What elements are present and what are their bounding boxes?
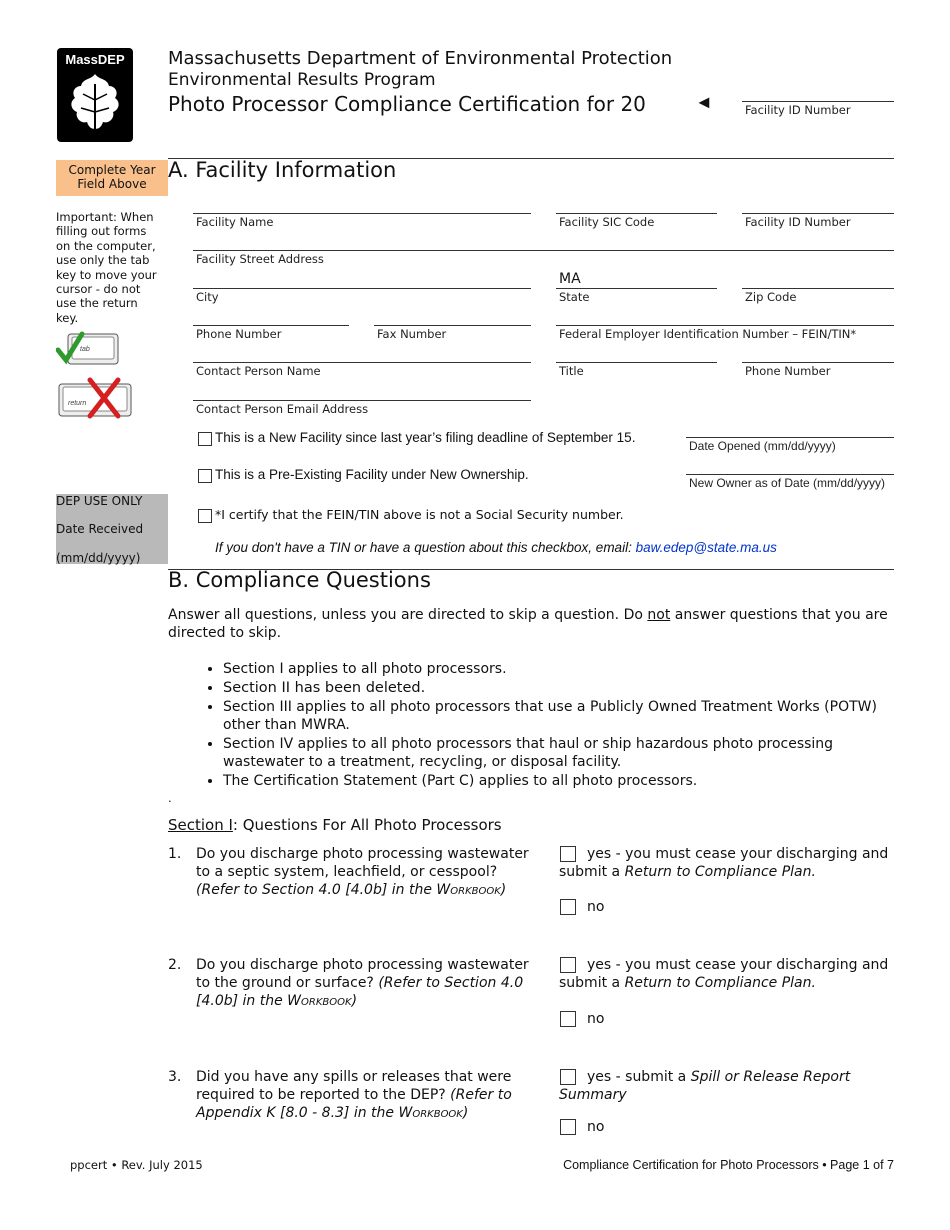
zip-field[interactable] — [742, 288, 894, 289]
question-1-ref: (Refer to Section 4.0 [4.0b] in the Workbook) — [196, 882, 507, 898]
logo-text: MassDEP — [65, 52, 125, 67]
header-facility-id-label: Facility ID Number — [745, 103, 851, 117]
question-1-no-label: no — [587, 899, 605, 915]
new-facility-checkbox[interactable] — [198, 432, 212, 446]
list-item: • Section II has been deleted. — [223, 679, 880, 697]
question-2-yes-label: yes - you must cease your discharging and submit a Return to Compliance Plan. — [559, 957, 889, 991]
section-b-title: B. Compliance Questions — [168, 568, 431, 592]
date-received-label: Date Received — [56, 522, 144, 536]
intro-text-b: answer questions that you are directed to skip. — [168, 607, 888, 641]
fax-field[interactable] — [374, 325, 531, 326]
question-1-number: 1. — [168, 846, 182, 862]
phone-label: Phone Number — [196, 327, 282, 341]
question-3-no-label: no — [587, 1119, 605, 1135]
question-3-text — [196, 1068, 536, 1122]
list-item: • Section I applies to all photo processors. — [223, 660, 880, 678]
facility-name-field[interactable] — [193, 213, 531, 214]
contact-phone-label: Phone Number — [745, 364, 831, 378]
question-1-text — [196, 845, 536, 899]
street-field[interactable] — [193, 250, 894, 251]
important-note: Important: When filling out forms on the computer, use only the tab key to move your cursor - do not use the return key. — [56, 210, 157, 325]
question-2-text — [196, 956, 536, 1010]
list-item: • Section III applies to all photo processors that use a Publicly Owned Treatment Works (POTW) other than MWRA. — [223, 698, 880, 734]
return-key-graphic — [56, 376, 136, 422]
oak-leaf-icon — [65, 70, 125, 138]
question-2-body: Do you discharge photo processing wastewater to the ground or surface? — [196, 957, 529, 991]
program-name: Environmental Results Program — [168, 70, 436, 90]
contact-email-label: Contact Person Email Address — [196, 402, 369, 416]
question-2-no-label: no — [587, 1011, 605, 1027]
fein-field[interactable] — [556, 325, 894, 326]
new-owner-date-field[interactable] — [686, 474, 894, 475]
intro-text-a: Answer all questions, unless you are directed to skip a question. Do — [168, 607, 643, 623]
list-item: • Section IV applies to all photo processors that haul or ship hazardous photo processing wastewater to a treatment, recycling, or disposal facility. — [223, 735, 880, 771]
certify-fein-checkbox[interactable] — [198, 509, 212, 523]
contact-phone-field[interactable] — [742, 362, 894, 363]
footer-left: ppcert • Rev. July 2015 — [70, 1158, 203, 1172]
question-3-ref: (Refer to Appendix K [8.0 - 8.3] in the Workbook) — [196, 1087, 512, 1121]
sic-code-label: Facility SIC Code — [559, 215, 655, 229]
question-1-no-checkbox[interactable] — [560, 899, 576, 915]
date-opened-field[interactable] — [686, 437, 894, 438]
street-label: Facility Street Address — [196, 252, 324, 266]
title-label: Title — [559, 364, 584, 378]
return-key-icon — [56, 376, 136, 422]
contact-name-field[interactable] — [193, 362, 531, 363]
intro-not: not — [647, 607, 671, 623]
section-1-rest: : Questions For All Photo Processors — [232, 816, 502, 834]
massdep-logo — [57, 48, 133, 142]
zip-label: Zip Code — [745, 290, 797, 304]
contact-email-field[interactable] — [193, 400, 531, 401]
pre-existing-label: This is a Pre-Existing Facility under New Ownership. — [215, 467, 529, 482]
dep-use-only-box — [56, 494, 168, 564]
agency-name: Massachusetts Department of Environmental Protection — [168, 48, 673, 69]
question-3-yes-label: yes - submit a Spill or Release Report Summary — [559, 1069, 851, 1103]
date-opened-label: Date Opened (mm/dd/yyyy) — [689, 439, 836, 453]
tin-email-link[interactable]: baw.edep@state.ma.us — [635, 540, 777, 555]
form-title: Photo Processor Compliance Certification for 20 — [168, 92, 646, 116]
state-field[interactable] — [556, 288, 717, 289]
question-1-body: Do you discharge photo processing wastewater to a septic system, leachfield, or cesspool? — [196, 846, 529, 880]
certify-fein-label: *I certify that the FEIN/TIN above is not a Social Security number. — [215, 507, 624, 522]
facility-id-field[interactable] — [742, 213, 894, 214]
stray-dot: . — [168, 790, 172, 805]
footer-right: Compliance Certification for Photo Processors • Page 1 of 7 — [563, 1158, 894, 1172]
header-facility-id-line[interactable] — [742, 101, 894, 102]
question-1-yes-label: yes - you must cease your discharging and submit a Return to Compliance Plan. — [559, 846, 889, 880]
facility-id-label: Facility ID Number — [745, 215, 851, 229]
complete-year-note: Complete Year Field Above — [56, 160, 168, 196]
pre-existing-checkbox[interactable] — [198, 469, 212, 483]
new-facility-label: This is a New Facility since last year’s filing deadline of September 15. — [215, 430, 636, 445]
question-3-no-checkbox[interactable] — [560, 1119, 576, 1135]
fax-label: Fax Number — [377, 327, 447, 341]
title-field[interactable] — [556, 362, 717, 363]
list-item: • The Certification Statement (Part C) applies to all photo processors. — [223, 772, 880, 790]
fein-label: Federal Employer Identification Number – FEIN/TIN* — [559, 327, 857, 341]
question-3-body: Did you have any spills or releases that were required to be reported to the DEP? — [196, 1069, 512, 1103]
section-1-heading — [168, 816, 502, 834]
dep-use-only-label: DEP USE ONLY — [56, 494, 143, 508]
section-1-prefix: Section I — [168, 816, 233, 834]
contact-name-label: Contact Person Name — [196, 364, 321, 378]
question-2-no-checkbox[interactable] — [560, 1011, 576, 1027]
city-label: City — [196, 290, 219, 304]
new-owner-date-label: New Owner as of Date (mm/dd/yyyy) — [689, 476, 886, 490]
tin-note — [215, 540, 777, 555]
section-b-intro — [168, 606, 888, 642]
tab-key-graphic — [56, 330, 126, 370]
state-label: State — [559, 290, 590, 304]
question-3-number: 3. — [168, 1069, 182, 1085]
question-2-ref: (Refer to Section 4.0 [4.0b] in the Workbook) — [196, 975, 524, 1009]
section-a-title: A. Facility Information — [168, 158, 397, 182]
return-key-label: return — [68, 400, 87, 407]
sic-code-field[interactable] — [556, 213, 717, 214]
tab-key-icon — [56, 330, 126, 370]
section-list — [168, 660, 880, 790]
state-value[interactable]: MA — [559, 271, 581, 287]
question-2-number: 2. — [168, 957, 182, 973]
tab-key-label: tab — [80, 346, 90, 353]
city-field[interactable] — [193, 288, 531, 289]
year-arrow-icon: ◄ — [695, 92, 713, 112]
tin-note-text: If you don't have a TIN or have a question about this checkbox, email: — [215, 540, 632, 555]
date-received-format: (mm/dd/yyyy) — [56, 551, 141, 565]
phone-field[interactable] — [193, 325, 349, 326]
facility-name-label: Facility Name — [196, 215, 274, 229]
